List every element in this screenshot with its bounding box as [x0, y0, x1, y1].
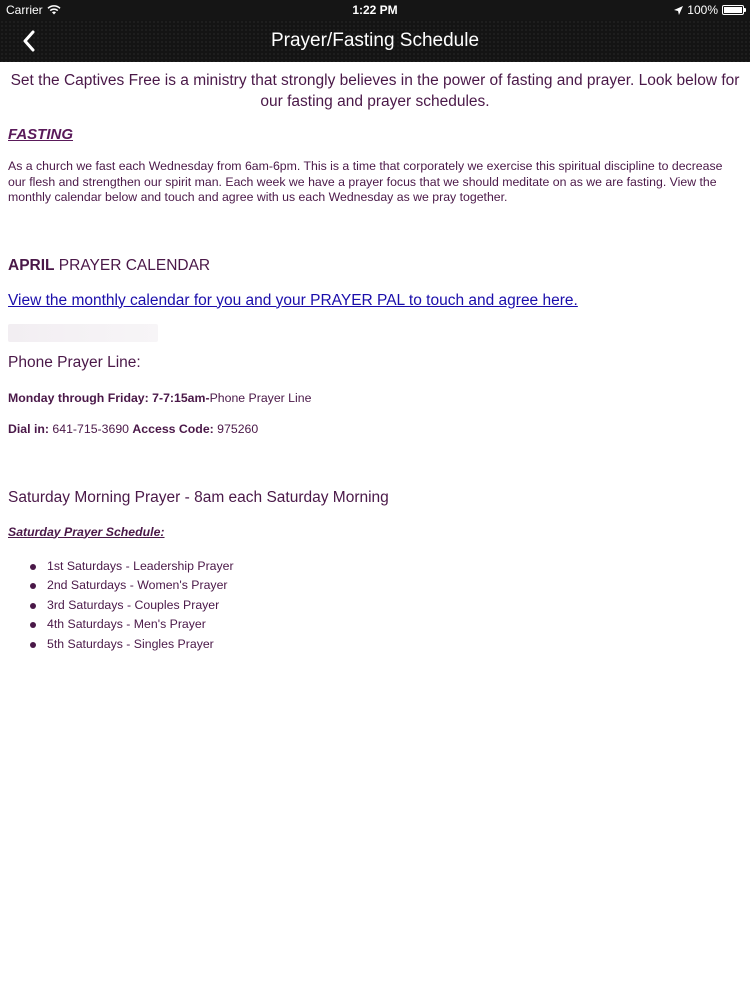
intro-text: Set the Captives Free is a ministry that strongly believes in the power of fasting and prayer. Look below for our fasting and prayer schedules.	[10, 72, 740, 110]
access-code-value: 975260	[213, 421, 259, 436]
navigation-bar	[0, 20, 750, 62]
phone-prayer-heading: Phone Prayer Line:	[8, 353, 141, 371]
fasting-description: As a church we fast each Wednesday from 6am-6pm. This is a time that corporately we exercise this spiritual discipline to decrease our flesh and strengthen our spirit man. Each week we have a prayer focus that we should meditate on as we are fasting. View the monthly calendar below and touch and agree with us each Wednesday as we pray together.	[8, 159, 723, 204]
saturday-schedule-heading: Saturday Prayer Schedule:	[8, 524, 165, 539]
phone-days-label: Monday through Friday: 7-7:15am-	[8, 390, 210, 405]
dial-in-label: Dial in:	[8, 421, 49, 436]
status-bar	[0, 0, 750, 20]
page-content	[8, 62, 742, 654]
status-time: 1:22 PM	[352, 3, 398, 17]
list-item: 3rd Saturdays - Couples Prayer	[30, 596, 742, 616]
battery-percent: 100%	[687, 3, 718, 17]
page-title: Prayer/Fasting Schedule	[270, 30, 480, 51]
fasting-heading: FASTING	[8, 126, 74, 143]
list-item: 2nd Saturdays - Women's Prayer	[30, 576, 742, 596]
phone-prayer-days	[8, 391, 742, 405]
calendar-heading-rest: PRAYER CALENDAR	[54, 256, 211, 274]
saturday-schedule-list	[8, 557, 742, 655]
battery-icon	[722, 5, 744, 15]
dial-in-line	[8, 422, 742, 436]
carrier-label: Carrier	[6, 3, 43, 17]
access-code-label: Access Code:	[132, 421, 214, 436]
dial-in-number: 641-715-3690	[49, 421, 133, 436]
list-item: 1st Saturdays - Leadership Prayer	[30, 557, 742, 577]
monthly-calendar-link[interactable]: View the monthly calendar for you and your PRAYER PAL to touch and agree here.	[8, 291, 578, 309]
status-right	[674, 3, 744, 17]
calendar-month: APRIL	[8, 256, 55, 274]
calendar-heading	[8, 257, 742, 275]
faded-placeholder-line	[8, 324, 158, 342]
location-arrow-icon	[674, 6, 683, 15]
list-item: 5th Saturdays - Singles Prayer	[30, 635, 742, 655]
phone-days-value: Phone Prayer Line	[209, 390, 312, 405]
list-item: 4th Saturdays - Men's Prayer	[30, 615, 742, 635]
saturday-prayer-heading: Saturday Morning Prayer - 8am each Saturday Morning	[8, 488, 389, 506]
